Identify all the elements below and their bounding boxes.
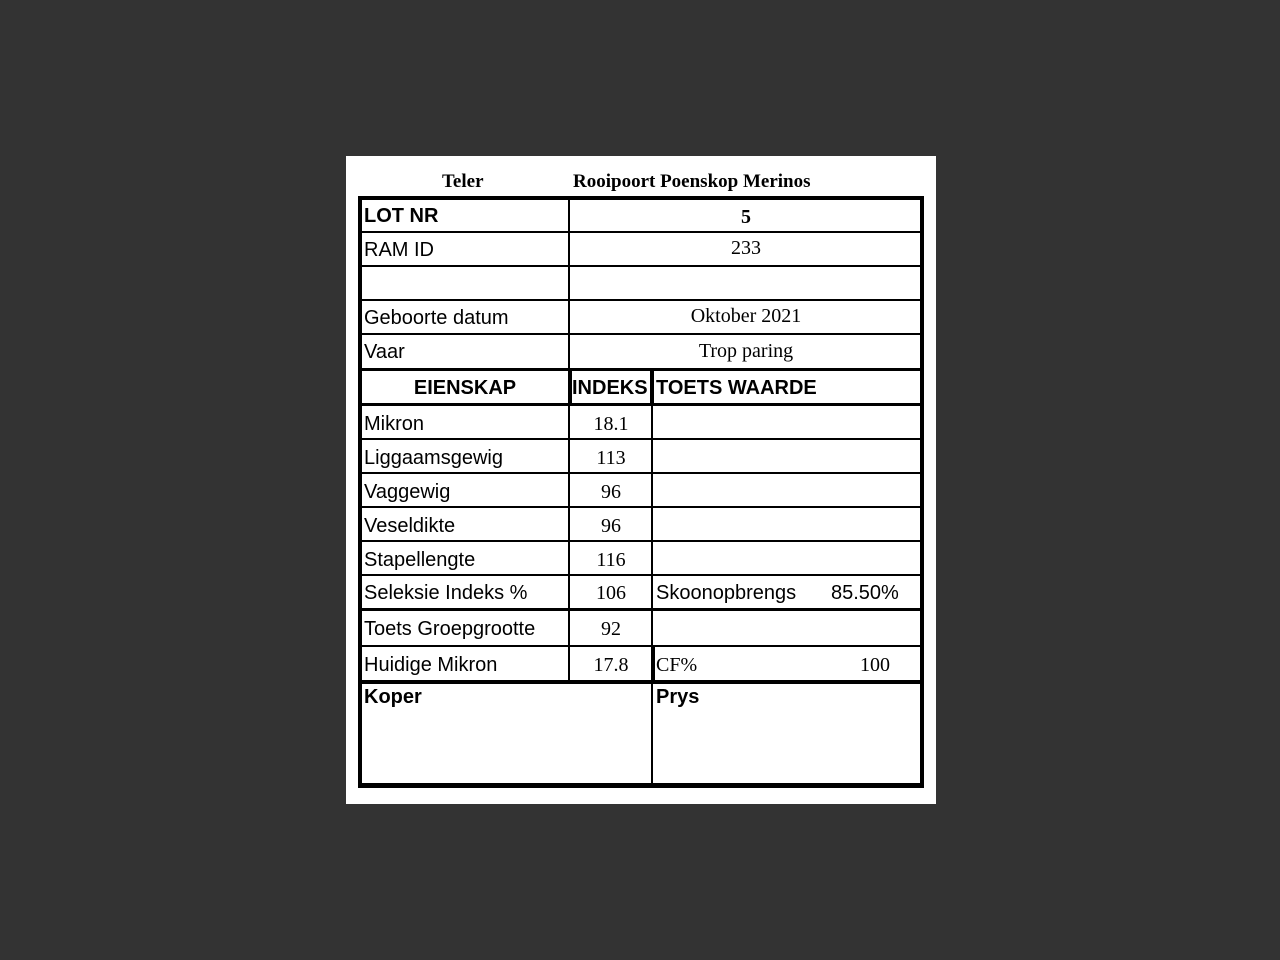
sire-label: Vaar: [364, 341, 405, 363]
trait-label: Mikron: [364, 413, 425, 435]
birth-date-value: Oktober 2021: [690, 305, 802, 327]
cf-percent-label: CF%: [656, 654, 698, 676]
trait-label: Huidige Mikron: [364, 654, 498, 676]
lot-number-value: 5: [741, 206, 751, 228]
clean-yield-label: Skoonopbrengs: [656, 582, 797, 604]
trait-index: 106: [596, 582, 626, 604]
trait-index: 113: [596, 447, 626, 469]
document-page: [346, 156, 936, 804]
trait-label: Liggaamsgewig: [364, 447, 503, 469]
lot-number-label: LOT NR: [364, 205, 439, 227]
cf-percent-value: 100: [860, 654, 890, 676]
trait-label: Vaggewig: [364, 481, 451, 503]
trait-label: Stapellengte: [364, 549, 476, 571]
trait-label: Seleksie Indeks %: [364, 582, 528, 604]
trait-index: 116: [596, 549, 626, 571]
trait-index: 17.8: [593, 654, 629, 676]
buyer-label: Koper: [364, 686, 422, 708]
trait-label: Veseldikte: [364, 515, 456, 537]
test-value-column-header: TOETS WAARDE: [656, 377, 817, 399]
price-label: Prys: [656, 686, 700, 708]
trait-column-header: EIENSKAP: [413, 377, 517, 399]
grower-label: Teler: [442, 171, 484, 192]
trait-index: 18.1: [593, 413, 629, 435]
trait-index: 96: [601, 515, 621, 537]
clean-yield-value: 85.50%: [831, 582, 899, 604]
trait-index: 96: [601, 481, 621, 503]
ram-id-label: RAM ID: [364, 239, 434, 261]
index-column-header: INDEKS: [572, 377, 648, 399]
trait-index: 92: [601, 618, 621, 640]
birth-date-label: Geboorte datum: [364, 307, 509, 329]
trait-label: Toets Groepgrootte: [364, 618, 536, 640]
sire-value: Trop paring: [698, 340, 794, 362]
grower-name: Rooipoort Poenskop Merinos: [573, 171, 811, 192]
ram-id-value: 233: [731, 237, 761, 259]
